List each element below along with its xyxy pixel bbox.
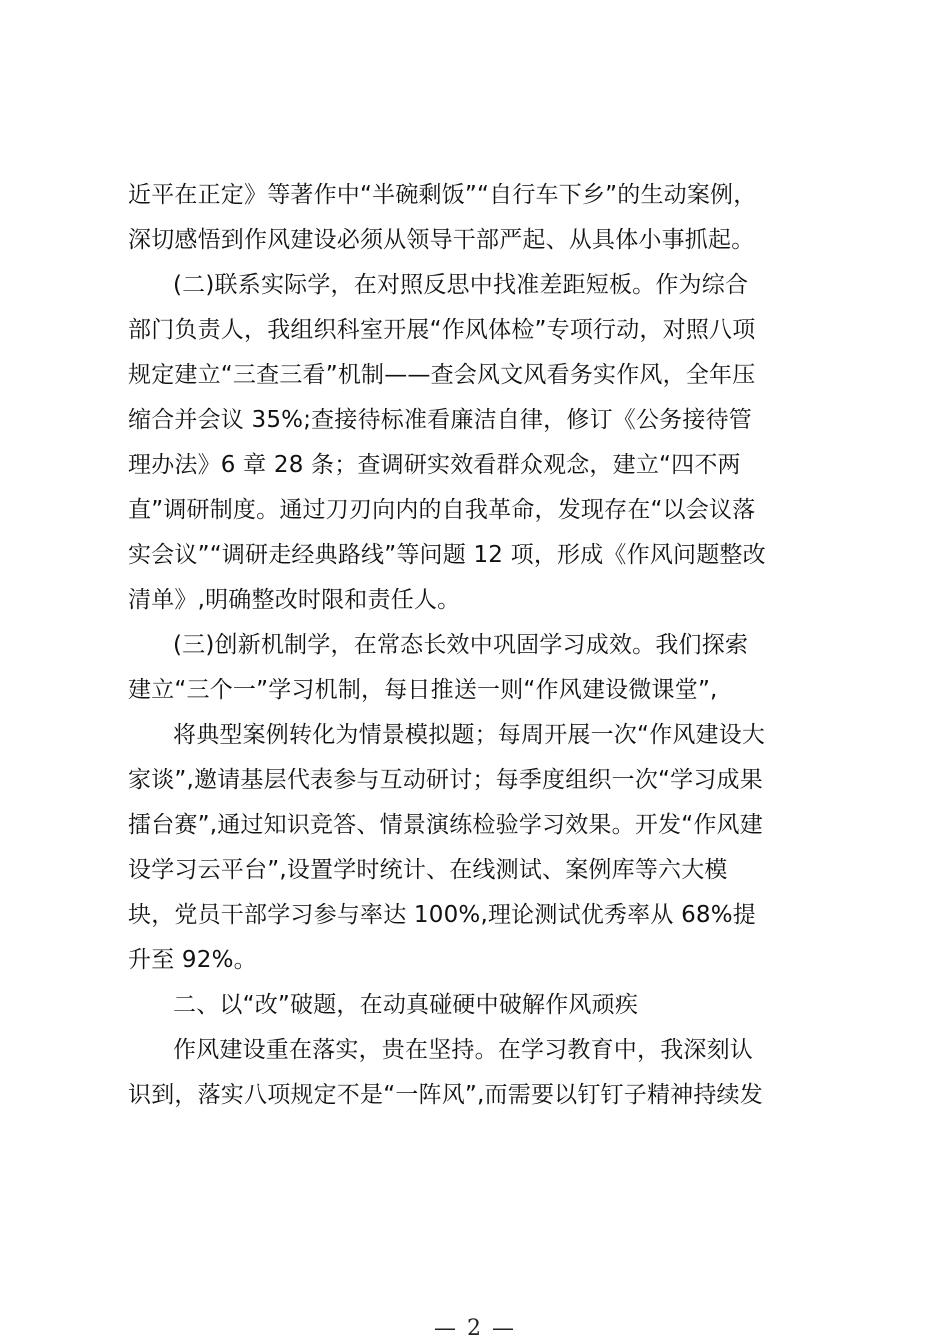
body-line-8: 直”调研制度。通过刀刃向内的自我革命，发现存在“以会议落: [128, 497, 756, 523]
body-line-4: 部门负责人，我组织科室开展“作风体检”专项行动，对照八项: [128, 317, 756, 343]
body-line-18: 升至 92%。: [128, 947, 257, 973]
chapter-heading-2: 二、以“改”破题，在动真碰硬中破解作风顽疾: [173, 992, 639, 1018]
body-line-2: 深切感悟到作风建设必须从领导干部严起、从具体小事抓起。: [128, 227, 755, 253]
body-line-15: 擂台赛”,通过知识竞答、情景演练检验学习效果。开发“作风建: [128, 812, 763, 838]
body-line-14: 家谈”,邀请基层代表参与互动研讨；每季度组织一次“学习成果: [128, 767, 763, 793]
body-line-6: 缩合并会议 35%;查接待标准看廉洁自律，修订《公务接待管: [128, 407, 752, 433]
body-line-17: 块，党员干部学习参与率达 100%,理论测试优秀率从 68%提: [128, 902, 757, 928]
body-line-1: 近平在正定》等著作中“半碗剩饭”“自行车下乡”的生动案例，: [128, 182, 757, 208]
body-line-21: 识到，落实八项规定不是“一阵风”,而需要以钉钉子精神持续发: [128, 1082, 763, 1108]
body-line-12: 建立“三个一”学习机制，每日推送一则“作风建设微课堂”,: [128, 677, 718, 703]
page-number: — 2 —: [434, 1316, 516, 1341]
body-line-13: 将典型案例转化为情景模拟题；每周开展一次“作风建设大: [173, 722, 766, 748]
section-heading-3: (三)创新机制学，在常态长效中巩固学习成效。我们探索: [173, 632, 749, 658]
body-line-9: 实会议”“调研走经典路线”等问题 12 项，形成《作风问题整改: [128, 542, 766, 568]
body-line-7: 理办法》6 章 28 条；查调研实效看群众观念，建立“四不两: [128, 452, 741, 478]
body-line-5: 规定建立“三查三看”机制——查会风文风看务实作风，全年压: [128, 362, 756, 388]
body-line-10: 清单》,明确整改时限和责任人。: [128, 587, 461, 613]
body-line-20: 作风建设重在落实，贵在坚持。在学习教育中，我深刻认: [173, 1037, 753, 1063]
body-line-16: 设学习云平台”,设置学时统计、在线测试、案例库等六大模: [128, 857, 728, 883]
section-heading-2: (二)联系实际学，在对照反思中找准差距短板。作为综合: [173, 272, 749, 298]
